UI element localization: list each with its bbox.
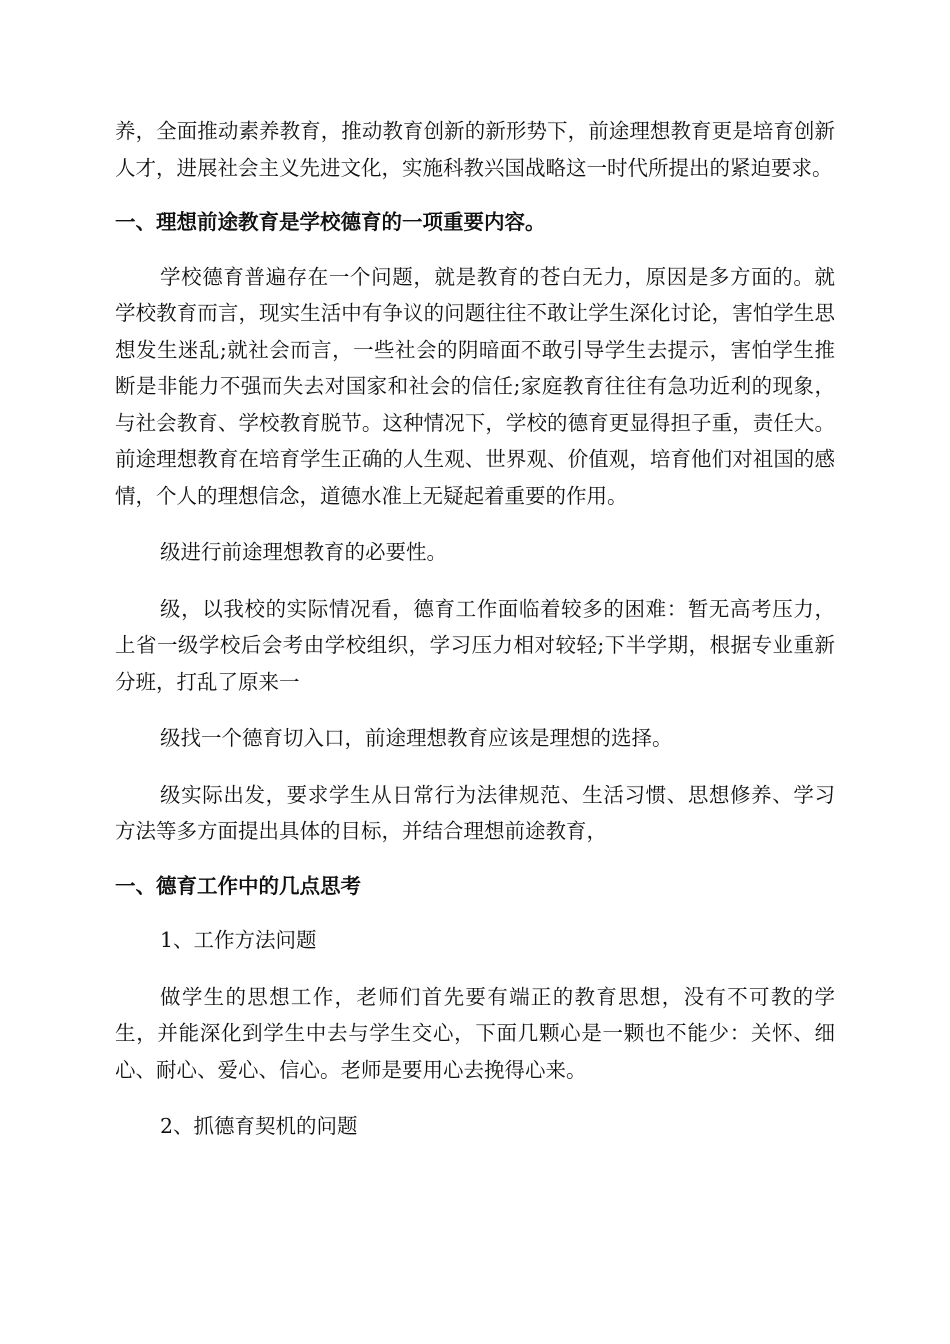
section-heading-1: 一、理想前途教育是学校德育的一项重要内容。 [115,210,546,234]
paragraph-goals: 级实际出发，要求学生从日常行为法律规范、生活习惯、思想修养、学习方法等多方面提出具体的目标，并结合理想前途教育， [115,782,835,843]
section-heading-2: 一、德育工作中的几点思考 [115,873,361,898]
paragraph-ideological-work: 做学生的思想工作，老师们首先要有端正的教育思想，没有不可教的学生，并能深化到学生中去与学生交心，下面几颗心是一颗也不能少：关怀、细心、耐心、爱心、信心。老师是要用心去挽得心来。 [115,984,835,1082]
subheading-opportunity: 2、抓德育契机的问题 [160,1114,358,1138]
paragraph-moral-education: 学校德育普遍存在一个问题，就是教育的苍白无力，原因是多方面的。就学校教育而言，现实生活中有争议的问题往往不敢让学生深化讨论，害怕学生思想发生迷乱;就社会而言，一些社会的阴暗面不敢引导学生去提示，害怕学生推断是非能力不强而失去对国家和社会的信任;家庭教育往往有急功近利的现象，与社会教育、学校教育脱节。这种情况下，学校的德育更显得担子重，责任大。前途理想教育在培育学生正确的人生观、世界观、价值观，培育他们对祖国的感情，个人的理想信念，道德水准上无疑起着重要的作用。 [115,264,835,508]
paragraph-difficulties: 级，以我校的实际情况看，德育工作面临着较多的困难：暂无高考压力，上省一级学校后会考由学校组织，学习压力相对较轻;下半学期，根据专业重新分班，打乱了原来一 [115,596,835,694]
paragraph-intro: 养，全面推动素养教育，推动教育创新的新形势下，前途理想教育更是培育创新人才，进展社会主义先进文化，实施科教兴国战略这一时代所提出的紧迫要求。 [115,119,835,180]
document-page [115,113,835,1145]
paragraph-entry-point: 级找一个德育切入口，前途理想教育应该是理想的选择。 [160,726,673,750]
subheading-work-method: 1、工作方法问题 [160,928,317,952]
paragraph-necessity: 级进行前途理想教育的必要性。 [160,540,447,564]
